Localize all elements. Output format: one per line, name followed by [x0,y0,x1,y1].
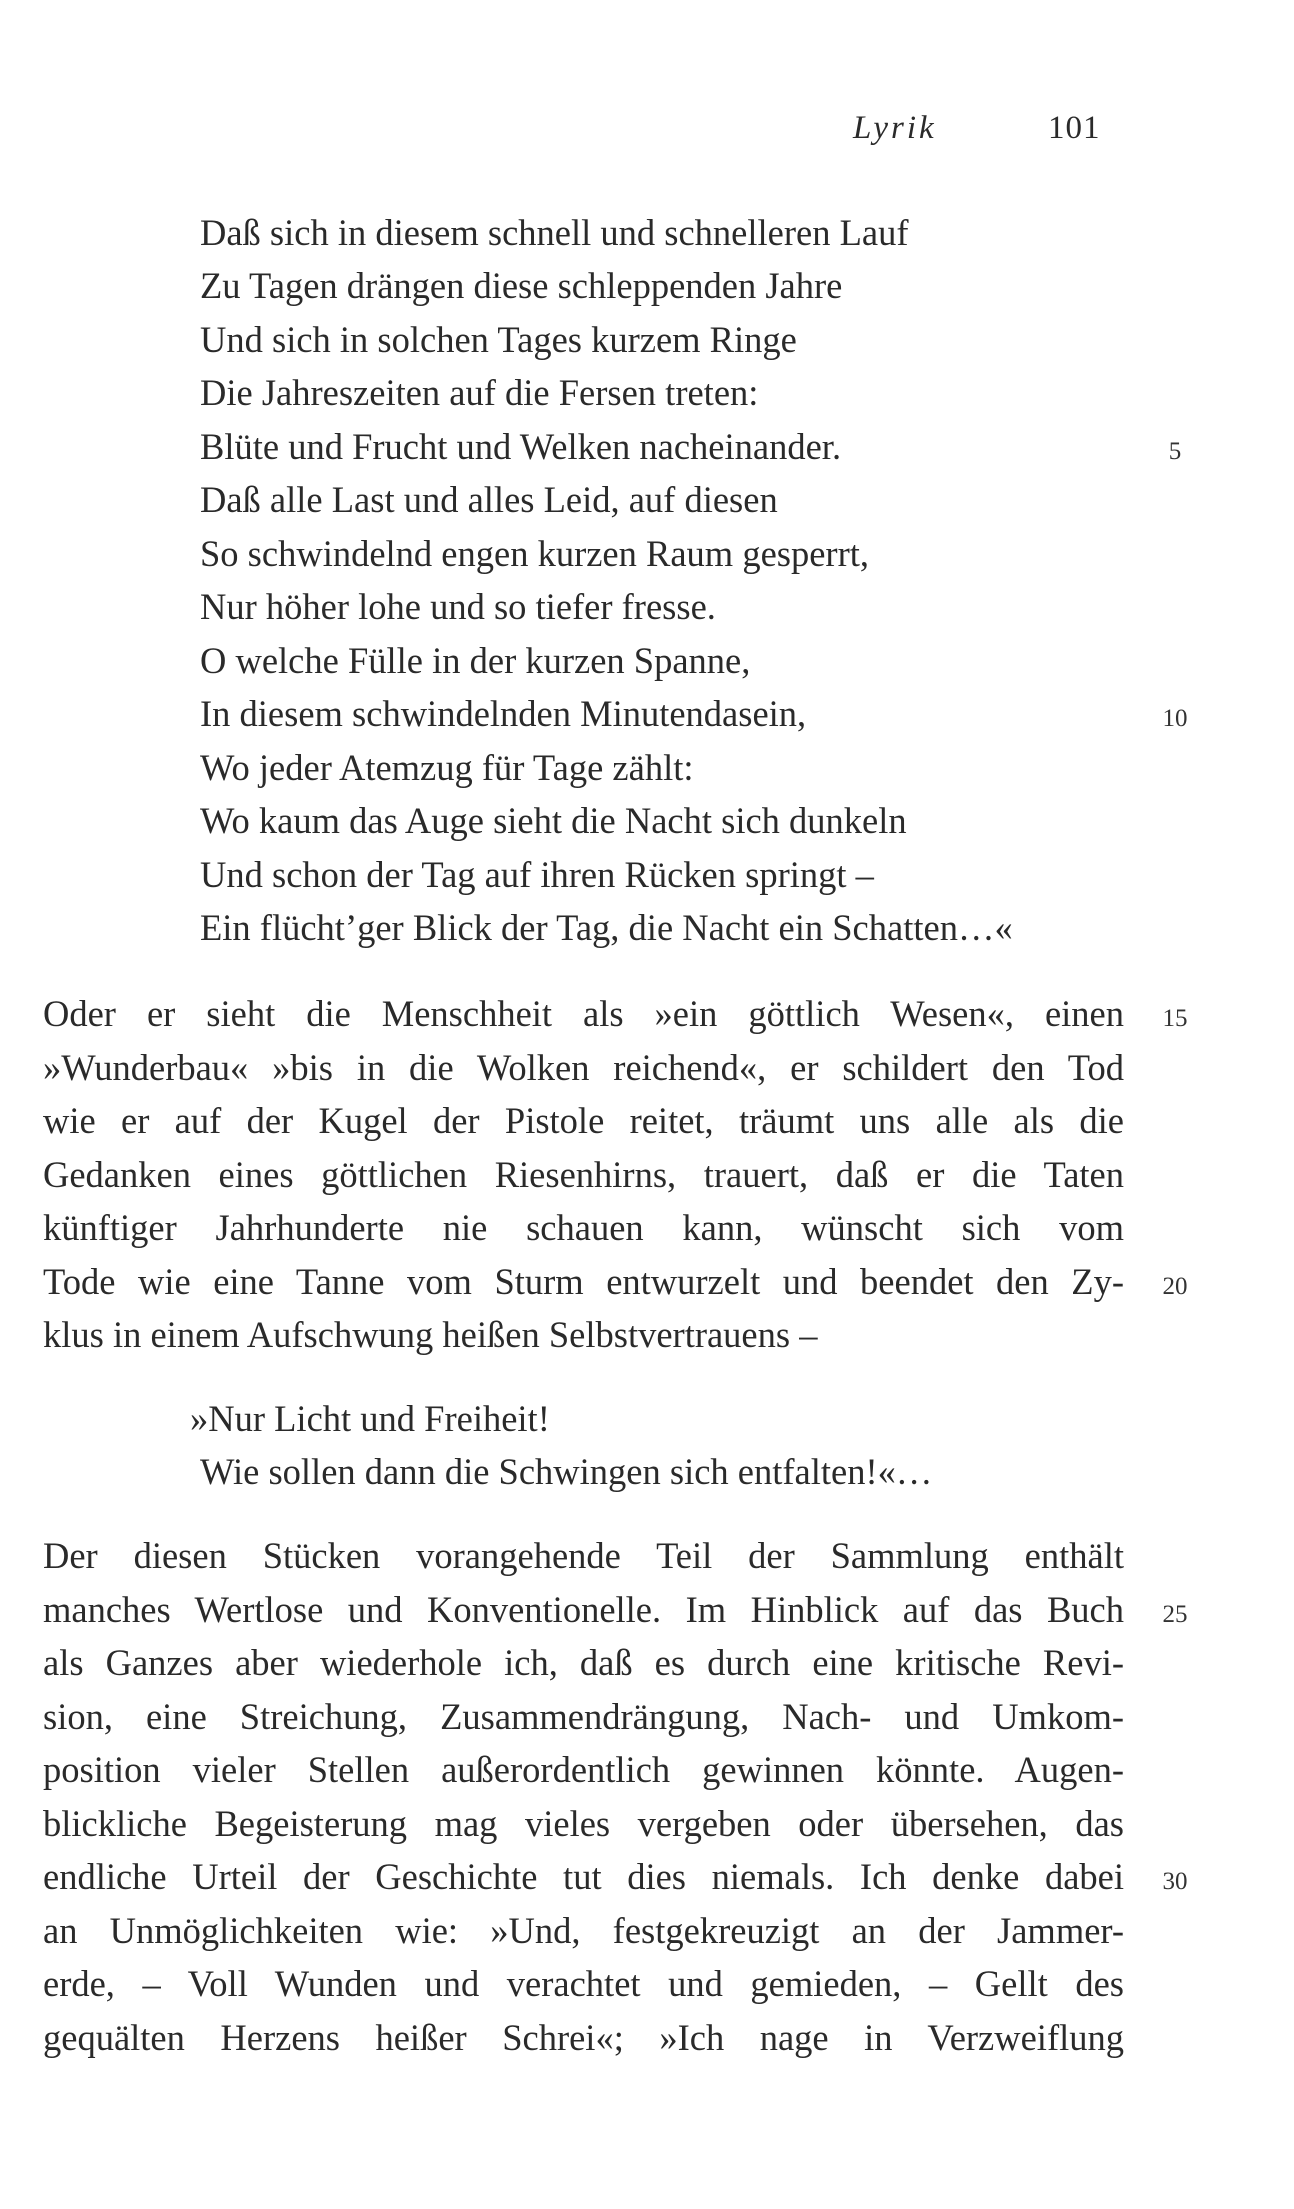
prose-line: »Wunderbau« »bis in die Wolken reichend«, er schildert den Tod [43,1047,1124,1088]
verse-line: Zu Tagen drängen diese schleppenden Jahre [200,265,843,306]
line-number: 10 [1162,705,1188,732]
verse-line: Und sich in solchen Tages kurzem Ringe [200,319,797,360]
running-title: Lyrik [853,110,937,146]
verse-line: Blüte und Frucht und Welken nacheinander. [200,426,842,467]
prose-line: blickliche Begeisterung mag vieles vergeben oder übersehen, das [43,1803,1124,1844]
prose-line: Gedanken eines göttlichen Riesenhirns, trauert, daß er die Taten [43,1154,1124,1195]
verse-line: Wo jeder Atemzug für Tage zählt: [200,747,694,788]
verse-line: So schwindelnd engen kurzen Raum gesperrt, [200,533,869,574]
verse-line: In diesem schwindelnden Minutendasein, [200,693,807,734]
verse-line: Nur höher lohe und so tiefer fresse. [200,586,716,627]
verse-line: Die Jahreszeiten auf die Fersen treten: [200,372,759,413]
line-number: 25 [1162,1601,1188,1628]
prose-line: Der diesen Stücken vorangehende Teil der Sammlung enthält [43,1535,1124,1576]
verse-line: O welche Fülle in der kurzen Spanne, [200,640,751,681]
prose-line: Oder er sieht die Menschheit als »ein göttlich Wesen«, einen [43,993,1124,1034]
prose-line: position vieler Stellen außerordentlich gewinnen könnte. Augen- [43,1749,1124,1790]
verse-line: Wo kaum das Auge sieht die Nacht sich dunkeln [200,800,907,841]
verse-line: Ein flücht’ger Blick der Tag, die Nacht ein Schatten…« [200,907,1013,948]
prose-line: erde, – Voll Wunden und verachtet und gemieden, – Gellt des [43,1963,1124,2004]
verse-line: Wie sollen dann die Schwingen sich entfalten!«… [200,1451,933,1492]
verse-line: Daß alle Last und alles Leid, auf diesen [200,479,778,520]
prose-line: klus in einem Aufschwung heißen Selbstvertrauens – [43,1314,818,1355]
prose-line: an Unmöglichkeiten wie: »Und, festgekreuzigt an der Jammer- [43,1910,1124,1951]
verse-line: Daß sich in diesem schnell und schnelleren Lauf [200,212,909,253]
verse-line: Und schon der Tag auf ihren Rücken springt – [200,854,874,895]
prose-line: als Ganzes aber wiederhole ich, daß es durch eine kritische Revi- [43,1642,1124,1683]
line-number: 20 [1162,1273,1188,1300]
prose-line: endliche Urteil der Geschichte tut dies niemals. Ich denke dabei [43,1856,1124,1897]
prose-line: gequälten Herzens heißer Schrei«; »Ich nage in Verzweiflung [43,2017,1124,2058]
prose-line: Tode wie eine Tanne vom Sturm entwurzelt und beendet den Zy- [43,1261,1124,1302]
verse-line: »Nur Licht und Freiheit! [190,1398,550,1439]
page-number: 101 [1048,110,1101,146]
prose-line: wie er auf der Kugel der Pistole reitet, träumt uns alle als die [43,1100,1124,1141]
running-head [0,108,1294,148]
line-number: 15 [1162,1005,1188,1032]
line-number: 5 [1168,438,1182,465]
prose-line: künftiger Jahrhunderte nie schauen kann, wünscht sich vom [43,1207,1124,1248]
prose-line: manches Wertlose und Konventionelle. Im Hinblick auf das Buch [43,1589,1124,1630]
prose-line: sion, eine Streichung, Zusammendrängung, Nach- und Umkom- [43,1696,1124,1737]
line-number: 30 [1162,1868,1188,1895]
